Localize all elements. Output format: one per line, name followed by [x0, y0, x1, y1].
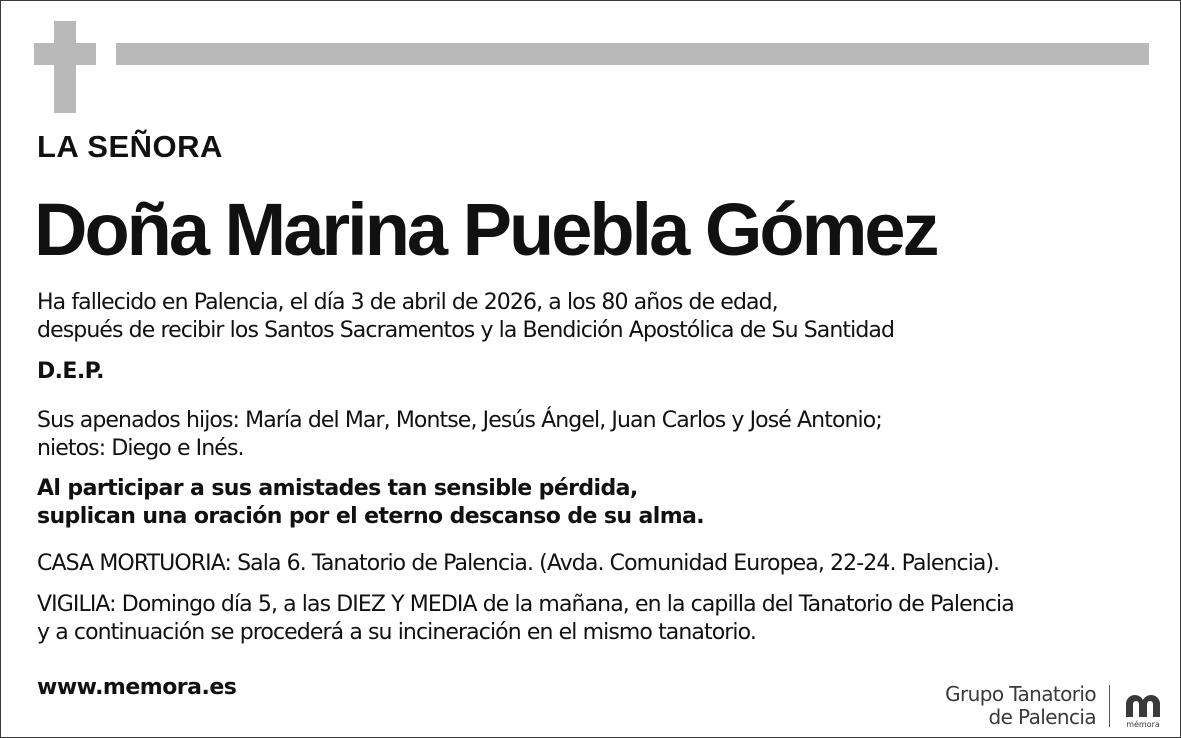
header-rule: [116, 43, 1149, 65]
death-line: Ha fallecido en Palencia, el día 3 de abril de 2026, a los 80 años de edad,: [37, 290, 778, 315]
cross-icon: [54, 21, 76, 113]
mortuary-info: CASA MORTUORIA: Sala 6. Tanatorio de Palencia. (Avda. Comunidad Europea, 22-24. Palencia).: [37, 551, 1000, 576]
request-line: suplican una oración por el eterno descanso de su alma.: [37, 504, 705, 529]
memora-logo-icon: [1118, 689, 1168, 729]
request-line: Al participar a sus amistades tan sensible pérdida,: [37, 476, 638, 501]
vigil-line: VIGILIA: Domingo día 5, a las DIEZ Y MEDIA de la mañana, en la capilla del Tanatorio de Palencia: [37, 592, 1014, 617]
funeral-home-name: [945, 683, 1096, 729]
family-line: Sus apenados hijos: María del Mar, Montse, Jesús Ángel, Juan Carlos y José Antonio;: [37, 408, 882, 433]
vigil-info: [37, 591, 1014, 647]
website-link[interactable]: www.memora.es: [37, 675, 237, 700]
footer-divider: [1109, 685, 1110, 727]
deceased-name: Doña Marina Puebla Gómez: [34, 188, 937, 271]
family-line: nietos: Diego e Inés.: [37, 436, 244, 461]
prayer-request: [37, 475, 704, 531]
family-list: [37, 407, 882, 463]
org-line: Grupo Tanatorio: [945, 682, 1096, 706]
org-line: de Palencia: [988, 705, 1096, 729]
rip-label: D.E.P.: [37, 359, 104, 384]
logo-wordmark: mémora: [1126, 720, 1160, 729]
death-details: [37, 289, 894, 345]
cross-icon-arm: [34, 43, 96, 65]
vigil-line: y a continuación se procederá a su incineración en el mismo tanatorio.: [37, 620, 756, 645]
death-line: después de recibir los Santos Sacramentos y la Bendición Apostólica de Su Santidad: [37, 318, 895, 343]
honorific-prefix: LA SEÑORA: [37, 129, 223, 164]
